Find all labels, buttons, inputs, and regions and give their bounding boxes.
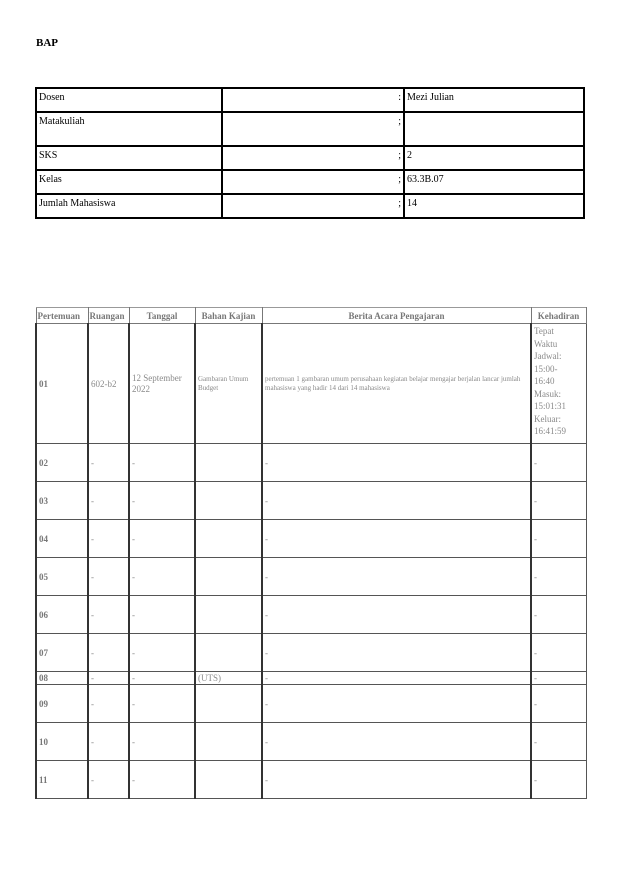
cell-pertemuan: 05 — [36, 558, 88, 596]
kehadiran-line: Keluar: — [534, 413, 561, 424]
info-value: Mezi Julian — [404, 88, 584, 112]
table-row — [36, 558, 586, 596]
cell-bahan-kajian — [195, 634, 262, 672]
cell-ruangan: - — [88, 672, 129, 685]
cell-bahan-kajian — [195, 558, 262, 596]
cell-bahan-kajian — [195, 723, 262, 761]
cell-kehadiran: - — [531, 520, 586, 558]
cell-pertemuan: 08 — [36, 672, 88, 685]
table-row — [36, 444, 586, 482]
table-row — [36, 672, 586, 685]
header-bahan-kajian: Bahan Kajian — [195, 308, 262, 324]
cell-berita-acara: - — [262, 672, 531, 685]
cell-kehadiran: - — [531, 685, 586, 723]
info-value: 63.3B.07 — [404, 170, 584, 194]
table-row — [36, 482, 586, 520]
cell-bahan-kajian — [195, 761, 262, 799]
info-value — [404, 112, 584, 146]
table-row — [36, 723, 586, 761]
cell-tanggal: - — [129, 596, 195, 634]
cell-ruangan: - — [88, 558, 129, 596]
cell-bahan-kajian: Gambaran Umum Budget — [195, 324, 262, 444]
info-colon: ; — [222, 112, 404, 146]
page-title: BAP — [36, 37, 58, 49]
cell-ruangan: - — [88, 596, 129, 634]
cell-ruangan: - — [88, 685, 129, 723]
header-ruangan: Ruangan — [88, 308, 129, 324]
cell-kehadiran: - — [531, 723, 586, 761]
cell-tanggal: - — [129, 761, 195, 799]
kehadiran-line: 16:40 — [534, 376, 555, 386]
cell-ruangan: - — [88, 520, 129, 558]
info-row — [36, 194, 584, 218]
info-colon: ; — [222, 194, 404, 218]
info-row — [36, 170, 584, 194]
info-label: Matakuliah — [36, 112, 222, 146]
header-tanggal: Tanggal — [129, 308, 195, 324]
kehadiran-line: Masuk: — [534, 388, 561, 399]
cell-bahan-kajian: (UTS) — [195, 672, 262, 685]
cell-kehadiran: - — [531, 596, 586, 634]
kehadiran-line: 16:41:59 — [534, 426, 567, 436]
cell-kehadiran: - — [531, 761, 586, 799]
cell-berita-acara: - — [262, 761, 531, 799]
cell-berita-acara: - — [262, 634, 531, 672]
bap-table — [35, 307, 587, 799]
cell-pertemuan: 01 — [36, 324, 88, 444]
table-row — [36, 685, 586, 723]
info-table — [35, 87, 585, 219]
cell-pertemuan: 04 — [36, 520, 88, 558]
cell-berita-acara: - — [262, 482, 531, 520]
cell-tanggal: - — [129, 723, 195, 761]
info-colon: ; — [222, 146, 404, 170]
cell-pertemuan: 09 — [36, 685, 88, 723]
cell-pertemuan: 11 — [36, 761, 88, 799]
cell-bahan-kajian — [195, 482, 262, 520]
info-value: 14 — [404, 194, 584, 218]
info-row — [36, 88, 584, 112]
cell-bahan-kajian — [195, 685, 262, 723]
cell-berita-acara: - — [262, 558, 531, 596]
cell-kehadiran: - — [531, 558, 586, 596]
cell-pertemuan: 10 — [36, 723, 88, 761]
cell-pertemuan: 03 — [36, 482, 88, 520]
kehadiran-line: Tepat — [534, 326, 554, 336]
info-colon: ; — [222, 170, 404, 194]
table-row — [36, 324, 586, 444]
info-label: Jumlah Mahasiswa — [36, 194, 222, 218]
cell-ruangan: - — [88, 761, 129, 799]
table-row — [36, 761, 586, 799]
info-label: Dosen — [36, 88, 222, 112]
cell-tanggal: - — [129, 444, 195, 482]
header-kehadiran: Kehadiran — [531, 308, 586, 324]
info-colon: : — [222, 88, 404, 112]
cell-ruangan: - — [88, 723, 129, 761]
bap-header-row — [36, 308, 586, 324]
cell-pertemuan: 06 — [36, 596, 88, 634]
info-label: Kelas — [36, 170, 222, 194]
cell-bahan-kajian — [195, 444, 262, 482]
cell-berita-acara: - — [262, 685, 531, 723]
cell-pertemuan: 07 — [36, 634, 88, 672]
info-row — [36, 112, 584, 146]
cell-kehadiran: - — [531, 672, 586, 685]
table-row — [36, 520, 586, 558]
cell-tanggal: - — [129, 520, 195, 558]
cell-tanggal: - — [129, 558, 195, 596]
cell-berita-acara: pertemuan 1 gambaran umum perusahaan kegiatan belajar mengajar berjalan lancar jumlah mahasiswa yang hadir 14 dari 14 mahasiswa — [262, 324, 531, 444]
cell-kehadiran — [531, 324, 586, 444]
cell-tanggal: 12 September 2022 — [129, 324, 195, 444]
header-berita-acara: Berita Acara Pengajaran — [262, 308, 531, 324]
cell-ruangan: 602-b2 — [88, 324, 129, 444]
cell-berita-acara: - — [262, 723, 531, 761]
cell-tanggal: - — [129, 482, 195, 520]
kehadiran-line: 15:01:31 — [534, 401, 567, 411]
kehadiran-line: Waktu — [534, 338, 558, 349]
cell-kehadiran: - — [531, 482, 586, 520]
cell-pertemuan: 02 — [36, 444, 88, 482]
cell-tanggal: - — [129, 685, 195, 723]
kehadiran-line: 15:00- — [534, 363, 558, 374]
cell-ruangan: - — [88, 634, 129, 672]
kehadiran-line: Jadwal: — [534, 351, 562, 361]
cell-kehadiran: - — [531, 444, 586, 482]
header-pertemuan: Pertemuan — [36, 308, 88, 324]
cell-bahan-kajian — [195, 520, 262, 558]
cell-bahan-kajian — [195, 596, 262, 634]
cell-tanggal: - — [129, 634, 195, 672]
table-row — [36, 596, 586, 634]
cell-berita-acara: - — [262, 596, 531, 634]
info-row — [36, 146, 584, 170]
cell-berita-acara: - — [262, 520, 531, 558]
cell-ruangan: - — [88, 482, 129, 520]
info-value: 2 — [404, 146, 584, 170]
cell-berita-acara: - — [262, 444, 531, 482]
table-row — [36, 634, 586, 672]
cell-kehadiran: - — [531, 634, 586, 672]
info-label: SKS — [36, 146, 222, 170]
cell-ruangan: - — [88, 444, 129, 482]
cell-tanggal: - — [129, 672, 195, 685]
